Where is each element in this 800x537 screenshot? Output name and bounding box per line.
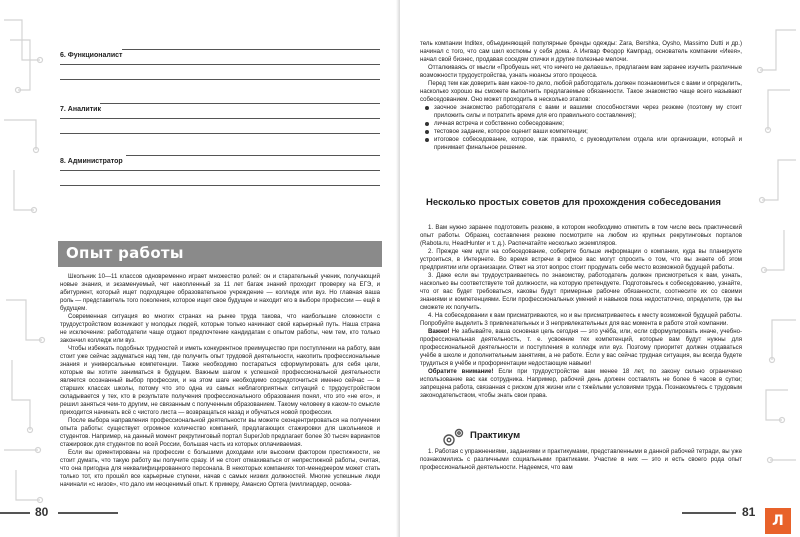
fill-in-item [60,150,380,168]
publisher-logo-icon: Л [765,508,791,534]
important-text: Не забывайте, ваша основная цель сегодня — это учёба, или, если сформулировать иначе, учебно-профессиональная деятельность, т. е. усвоение тех компетенций, которые вам будут нужны для профессиональной деятельности и поступления в колледж или вуз. Поэтому приоритет должен отдаваться учёбе в школе и дополнительным занятиям, а не работе. Если у вас сейчас трудная ситуация, вы всегда будете трудиться в учёбе и профориентации недостающие навыки! [420,328,742,367]
tips-text [420,224,742,400]
paragraph: Перед тем как доверить вам какое-то дело, любой работодатель должен познакомиться с вами и определить, насколько хорошо вы сможете выполнить предлагаемые обязанности. Такое знакомство чаще всего называют собеседованием. Оно может проходить в несколько этапов: [420,80,742,103]
answer-line[interactable] [122,49,380,50]
answer-line[interactable] [60,133,380,134]
fill-in-label: 8. Администратор [60,158,123,165]
answer-line[interactable] [60,170,380,171]
answer-line[interactable] [100,103,380,104]
answer-line[interactable] [60,79,380,80]
paragraph: Отталкиваясь от мысли «Пробуешь нет, что ничего не делаешь», предлагаем вам заранее изучить различные возможности трудоустройства, узнать нюансы этого процесса. [420,64,742,79]
paragraph: 1. Работая с упражнениями, заданиями и практикумами, представленными в данной рабочей тетради, вы уже познакомились с различными социальными практиками. Участие в них — это и есть своего рода опыт профессиональной деятельности. Надеемся, что вам [420,448,742,471]
fill-in-label: 6. Функционалист [60,52,123,59]
practicum-heading: Практикум [470,430,521,441]
list-item: итоговое собеседование, которое, как правило, с руководителем отдела или организации, который и принимает финальное решение. [434,136,742,151]
attention-text: Если при трудоустройстве вам менее 18 лет, по закону сильно ограничено использование вас как сотрудника. Например, рабочий день должен составлять не более 6 часов в сутки; запрещена работа, связанная с риском для жизни или с тяжёлыми условиями труда. Познакомьтесь с трудовым законодательством, чтобы знать свои права. [420,368,742,399]
page-number-bar [682,512,736,514]
answer-line[interactable] [60,64,380,65]
tip-item: 4. На собеседовании к вам присматриваются, но и вы присматриваетесь к месту возможной будущей работы. Попробуйте выделить 3 привлекательных и 3 непривлекательных для вас момента в работе этой компании. [420,312,742,327]
body-text [60,273,380,489]
tip-item: 2. Прежде чем идти на собеседование, соберите больше информации о компании, куда вы планируете устроиться, в Интернете. Во время встречи в офисе вас могут спросить о том, что вы знаете об этом предприятии или организации. Ответ на этот вопрос стоит продумать себе место возможной будущей работы. [420,248,742,271]
circuit-decoration-left [0,0,52,537]
intro-text [420,40,742,152]
tip-item: 3. Даже если вы трудоустраиваетесь по знакомству, работодатель должен присмотреться к вам, узнать, насколько вы соответствуете той должности, на которую претендуете. Подготовьтесь к собеседованию, узнайте, что от вас будет требоваться, каковы будут примерные рабочие обязанности, соотнесите их со своими знаниями и компетенциями. Если профессиональных умений и навыков пока недостаточно, определите, где вы сможете их получить. [420,272,742,311]
paragraph: Если вы ориентированы на профессии с большими доходами или высоким фактором престижности, не стоит думать, что такую работу вы получите сразу. И не стоит отмахиваться от непрестижной работы, считая, что она пригодна для неквалифицированного персонала. В некоторых компаниях топ-менеджером может стать только тот, кто прошёл все карьерные ступени, начав с самых низких должностей. Многие успешные люди начинали «с низов», что дало им неоценимый опыт. К примеру, Амансио Ортега (миллиардер, основа- [60,449,380,488]
list-item: заочное знакомство работодателя с вами и вашими способностями через резюме (поэтому му стоит приложить силы и потратить время для его правильного составления); [434,104,742,119]
gears-icon [440,426,466,450]
paragraph: Современная ситуация во многих странах на рынке труда такова, что наибольшие сложности с трудоустройством возникают у молодых людей, которые только начинают свой карьерный путь. Наша страна не исключение: работодатели чаще отдают предпочтение кандидатам с опытом работы, чем тем, кто только закончил колледж или вуз. [60,313,380,344]
page-number-bar [58,512,118,514]
fill-in-item [60,98,380,116]
fill-in-item [60,44,380,62]
list-item: тестовое задание, которое оценит ваши компетенции; [434,128,742,136]
section-banner [58,241,382,267]
paragraph: тель компании Inditex, объединяющей популярные бренды одежды: Zara, Bershka, Oysho, Massimo Dutti и др.) начинал с того, что сам шил костюмы у себя дома. А Ингвар Феодор Кампрад, основатель компании «Икея», начал свой бизнес, продавая соседям спички и другие полезные мелочи. [420,40,742,63]
important-label: Важно! [428,328,450,335]
attention-label: Обратите внимание! [428,368,494,375]
paragraph: Школьник 10—11 классов одновременно играет множество ролей: он и старательный ученик, получающий новые знания, и экзаменуемый, чет накопленный за 11 лет багаж знаний проходит проверку на ЕГЭ, и абитуриент, который ищет подходящее образовательное учреждение — колледж или вуз. Но главная ваша роль — представитель того поколения, которое ищет свое будущее и находит его в выборе профессии — ещё в будущем. [60,273,380,312]
answer-line[interactable] [60,185,380,186]
paragraph: После выбора направления профессиональной деятельности вы можете сконцентрироваться на получении опыта работы: существует огромное количество компаний, предлагающих стажировки для школьников и студентов. Например, на данный момент рекрутинговый портал SuperJob предлагает более 30 тысяч вариантов стажировок для студентов по всей России, большая часть из которых оплачиваемая. [60,417,380,448]
section-title: Опыт работы [66,244,184,262]
bullet-list [420,104,742,152]
page-number-bar [0,512,30,514]
page-number: 81 [742,505,756,519]
list-item: личная встреча и собственно собеседование; [434,120,742,128]
fill-in-label: 7. Аналитик [60,106,101,113]
practicum-text [420,448,742,472]
right-page [400,0,800,537]
tip-item: 1. Вам нужно заранее подготовить резюме, в котором необходимо отметить в том числе весь практический опыт работы. Образец составления резюме посмотрите на любом из крупных рекрутинговых порталов (Rabota.ru, HeadHunter и т. д.). Распечатайте несколько экземпляров. [420,224,742,247]
page-number: 80 [35,505,49,519]
paragraph: Чтобы избежать подобных трудностей и иметь конкурентное преимущество при поступлении на работу, вам стоит уже сейчас задуматься над тем, где получить опыт трудовой деятельности, накопить профессиональные знания и универсальные компетенции. Также необходимо постараться сформулировать для себя цели, которые вы хотите заниматься в будущем. Важным шагом к успешной профессиональной деятельности является осознанный выбор профессии, и на этом шаге необходимо сосредоточиться именно сейчас — в старших классах школы, потому что это одна из самых неблагоприятных ситуаций с трудоустройством складывается у тех, кто в результате получения профессионального образования понял, что это «не его», и решил заняться чем-то другим, не связанным с полученным образованием. Такому человеку в каком-то смысле приходится начинать всё с чистого листа — возвращаться назад и обучаться новой профессии. [60,345,380,416]
tips-heading: Несколько простых советов для прохождения собеседования [426,197,721,208]
circuit-decoration-right [748,0,800,537]
answer-line[interactable] [60,118,380,119]
answer-line[interactable] [126,155,380,156]
